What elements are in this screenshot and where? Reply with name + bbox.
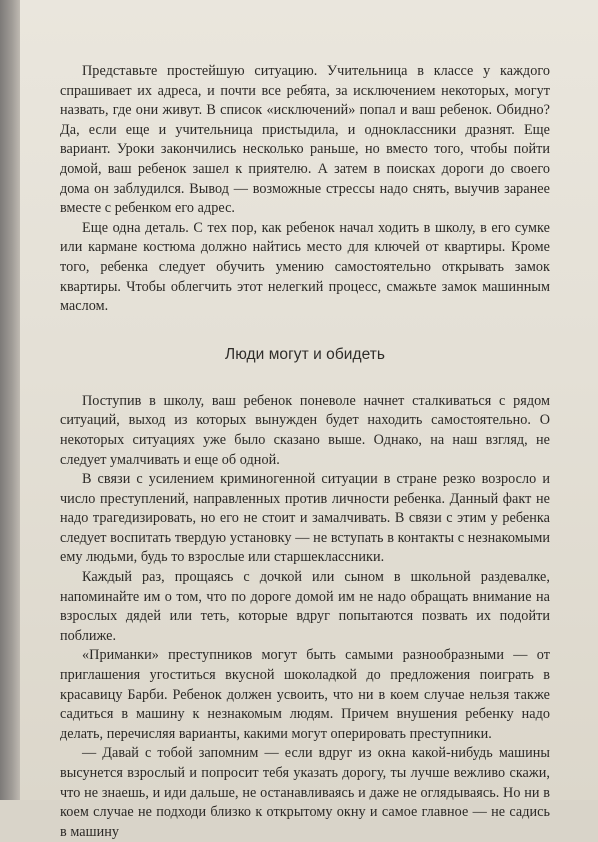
paragraph-address: Представьте простейшую ситуацию. Учительница в классе у каждого спрашивает их адреса, и почти все ребята, за исключением некоторых, могут назвать, где они живут. В список «исключений» попал и ваш ребенок. Обидно? Да, если еще и учительница пристыдила, и одноклассники дразнят. Еще вариант. Уроки закончились несколько раньше, но вместо того, чтобы пойти домой, ваш ребенок зашел к приятелю. А затем в поисках дороги до своего дома он заблудился. Вывод — возможные стрессы надо снять, выучив заранее вместе с ребенком его адрес. — [60, 63, 550, 217]
paragraph-reminder: Каждый раз, прощаясь с дочкой или сыном в школьной раздевалке, напоминайте им о том, что по дороге домой им не надо обращать внимание на взрослых дядей или теть, которые вдруг попытаются позвать их подойти поближе. — [60, 569, 550, 644]
page-text — [60, 62, 550, 842]
book-page — [20, 0, 598, 840]
paragraph-lures: «Приманки» преступников могут быть самыми разнообразными — от приглашения угоститься вкусной шоколадкой до предложения поиграть в красавицу Барби. Ребенок должен усвоить, что ни в коем случае нельзя также садиться в машину к незнакомым людям. Причем внушения ребенку надо делать, перечисляя варианты, какими могут оперировать преступники. — [60, 647, 550, 742]
paragraph-crime: В связи с усилением криминогенной ситуации в стране резко возросло и число преступлений, направленных против личности ребенка. Данный факт не надо трагедизировать, но его не стоит и замалчивать. В связи с этим у ребенка следует воспитать твердую установку — не вступать в контакты с незнакомыми ему людьми, будь то взрослые или старшеклассники. — [60, 471, 550, 566]
paragraph-school-situations: Поступив в школу, ваш ребенок поневоле начнет сталкиваться с рядом ситуаций, выход из которых вынужден будет находить самостоятельно. О некоторых ситуациях уже было сказано выше. Однако, на наш взгляд, не следует умалчивать и еще об одной. — [60, 392, 550, 468]
paragraph-dialogue: — Давай с тобой запомним — если вдруг из окна какой-нибудь машины высунется взрослый и попросит тебя указать дорогу, ты лучше вежливо скажи, что не знаешь, и иди дальше, не останавливаясь и даже не оглядываясь. Но ни в коем случае не подходи близко к открытому окну и самое главное — не садись в машину — [60, 745, 550, 840]
book-spine — [0, 0, 20, 800]
paragraph-keys: Еще одна деталь. С тех пор, как ребенок начал ходить в школу, в его сумке или кармане костюма должно найтись место для ключей от квартиры. Кроме того, ребенка следует обучить умению самостоятельно открывать замок квартиры. Чтобы облегчить этот нелегкий процесс, смажьте замок машинным маслом. — [60, 219, 550, 315]
section-heading: Люди могут и обидеть — [225, 345, 385, 363]
